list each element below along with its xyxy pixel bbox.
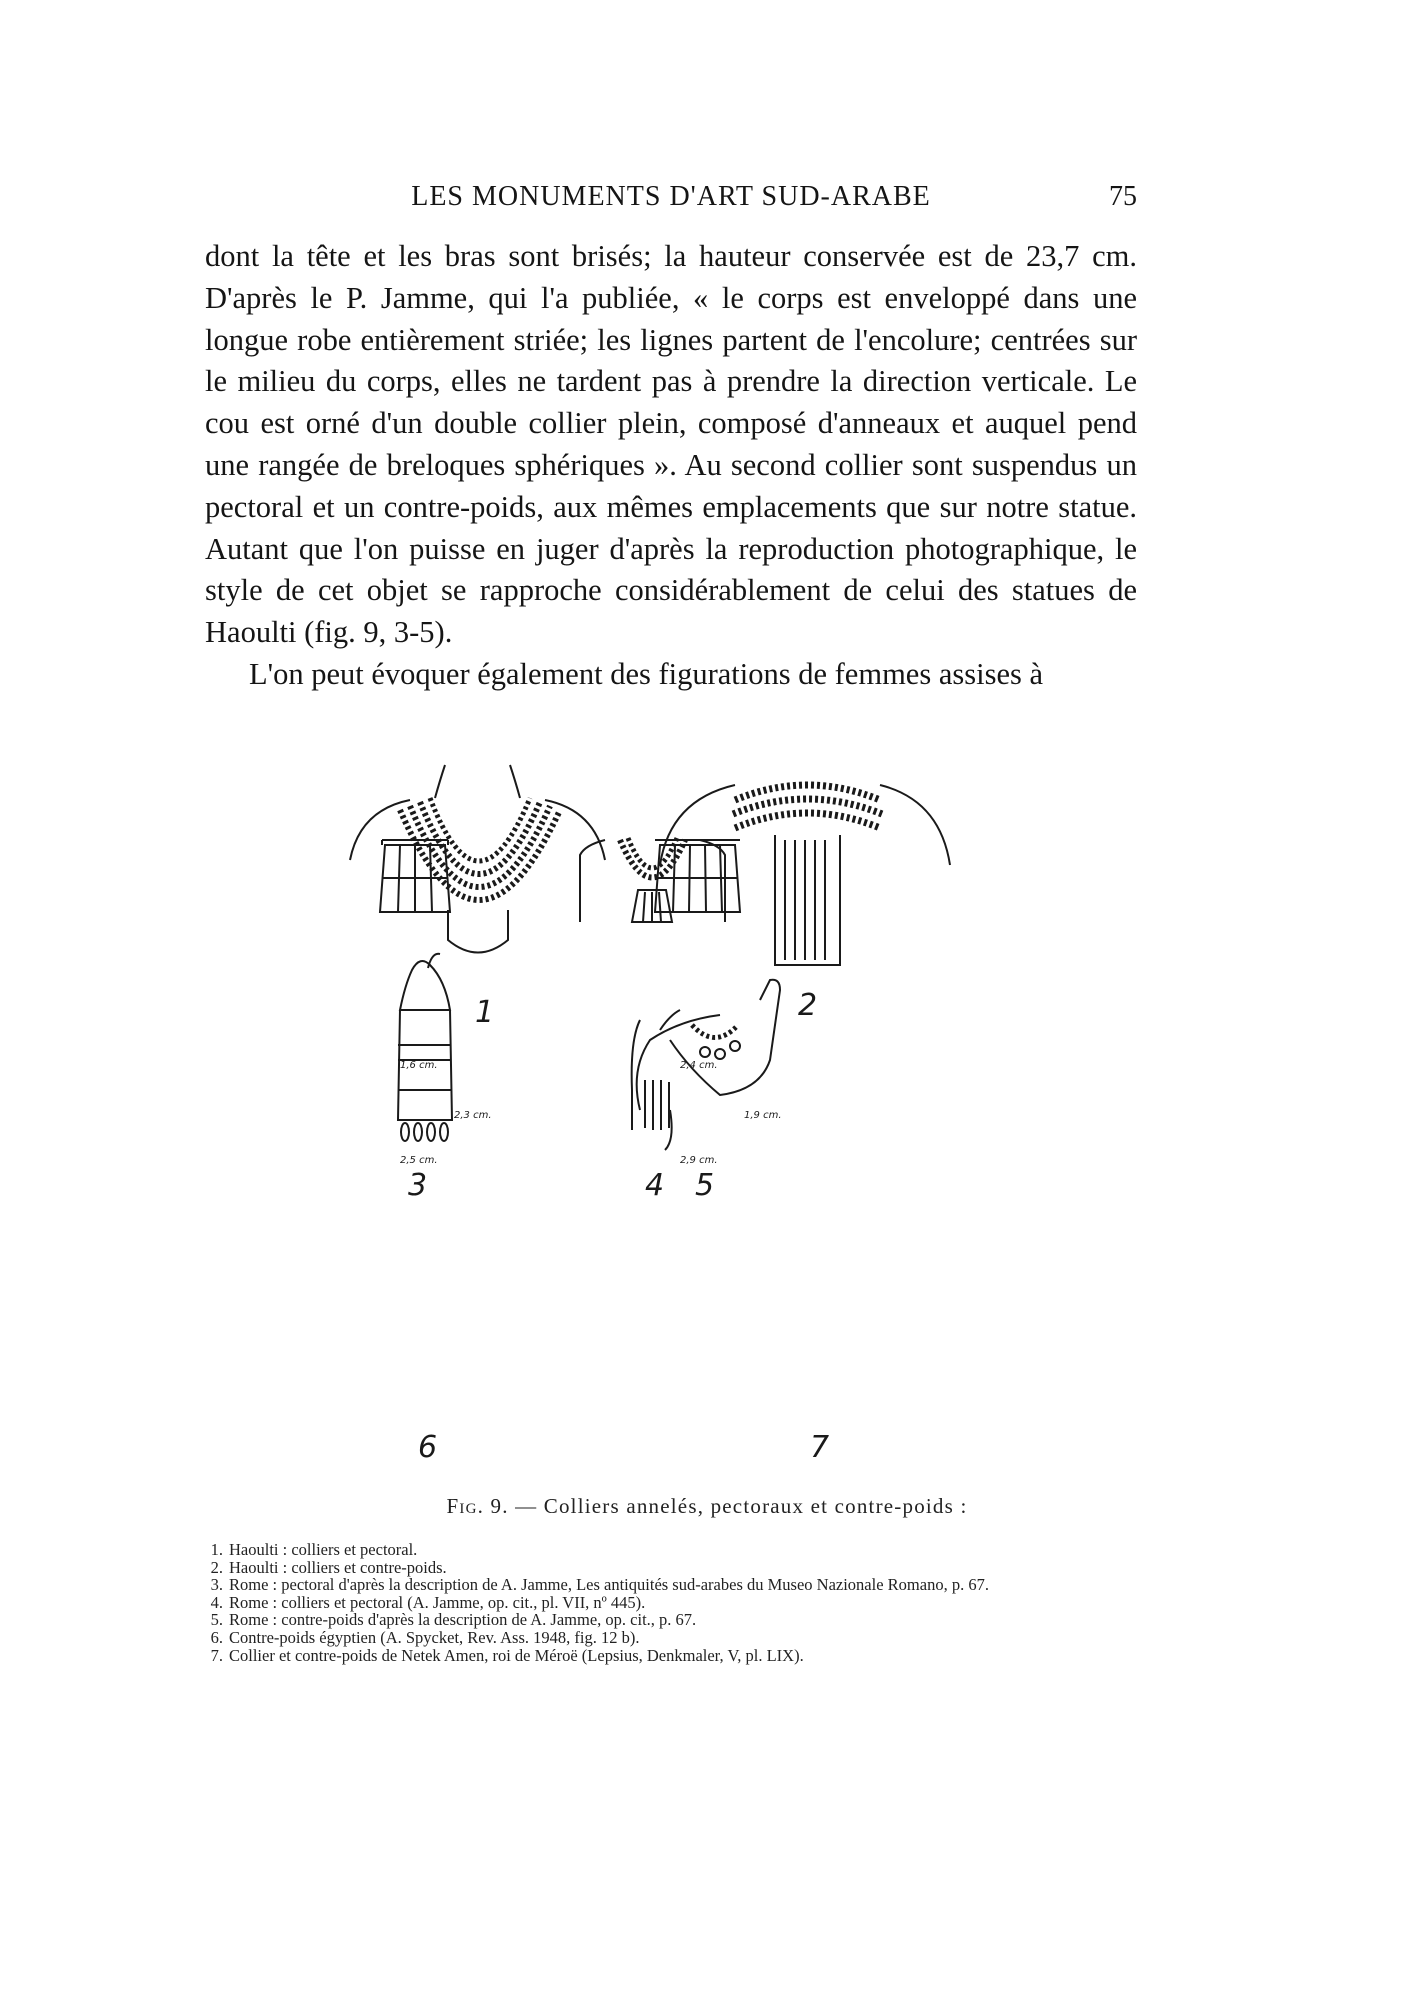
- figure-number: 1: [475, 995, 495, 1030]
- note-number: 4.: [210, 1592, 223, 1612]
- running-title: LES MONUMENTS D'ART SUD-ARABE: [411, 181, 931, 212]
- figure-number: 6: [418, 1430, 438, 1465]
- measure-label: 1,6 cm.: [400, 1060, 438, 1071]
- body-text: [205, 236, 1137, 696]
- note-number: 3.: [210, 1575, 223, 1595]
- note-line: [205, 1611, 1165, 1629]
- note-line: [205, 1647, 1165, 1665]
- note-number: 7.: [210, 1645, 223, 1665]
- note-text: Haoulti : colliers et pectoral.: [229, 1540, 418, 1559]
- figure-number: 4: [645, 1168, 665, 1203]
- drawing-6: [398, 954, 452, 1141]
- measure-label: 1,9 cm.: [744, 1110, 782, 1121]
- note-line: [205, 1629, 1165, 1647]
- figure-number: 3: [408, 1168, 428, 1203]
- paragraph: L'on peut évoquer également des figurations de femmes assises à: [249, 656, 1044, 691]
- drawing-1: [350, 765, 605, 953]
- caption-text: — Colliers annelés, pectoraux et contre-poids :: [515, 1494, 968, 1518]
- note-text: Rome : colliers et pectoral (A. Jamme, op. cit., pl. VII, nº 445).: [229, 1592, 646, 1612]
- note-number: 6.: [210, 1627, 223, 1647]
- caption-label: Fig. 9.: [446, 1494, 509, 1518]
- note-text: Haoulti : colliers et contre-poids.: [229, 1557, 447, 1577]
- note-line: [205, 1576, 1165, 1594]
- figure-caption: [0, 1494, 1414, 1519]
- note-line: [205, 1541, 1165, 1559]
- note-text: Collier et contre-poids de Netek Amen, roi de Méroë (Lepsius, Denkmaler, V, pl. LIX).: [229, 1645, 804, 1665]
- drawing-3: [380, 840, 450, 912]
- measure-label: 2,5 cm.: [400, 1155, 438, 1166]
- figure-notes: [205, 1541, 1165, 1664]
- note-line: [205, 1594, 1165, 1612]
- note-number: 1.: [210, 1540, 223, 1559]
- note-number: 2.: [210, 1557, 223, 1577]
- drawing-2: [660, 785, 950, 965]
- figure-number: 5: [695, 1168, 715, 1203]
- paragraph: dont la tête et les bras sont brisés; la hauteur conservée est de 23,7 cm. D'après le P. Jamme, qui l'a publiée, « le corps est enveloppé dans une longue robe entièrement striée; les lignes partent de l'encolure; centrées sur le milieu du corps, elles ne tardent pas à prendre la direction verticale. Le cou est orné d'un double collier plein, composé d'anneaux et auquel pend une rangée de breloques sphériques ». Au second collier sont suspendus un pectoral et un contre-poids, aux mêmes emplacements que sur notre statue. Autant que l'on puisse en juger d'après la reproduction photographique, le style de cet objet se rapproche considérablement de celui des statues de Haoulti (fig. 9, 3-5).: [205, 239, 1137, 650]
- measure-label: 2,9 cm.: [680, 1155, 718, 1166]
- necklace-drawings: [340, 740, 990, 1480]
- note-text: Rome : pectoral d'après la description de A. Jamme, Les antiquités sud-arabes du Museo Nazionale Romano, p. 67.: [229, 1575, 989, 1595]
- measure-label: 2,4 cm.: [680, 1060, 718, 1071]
- running-header: [205, 181, 1137, 221]
- page-number: 75: [1109, 181, 1137, 212]
- measure-label: 2,3 cm.: [454, 1110, 492, 1121]
- figure-number: 7: [810, 1430, 830, 1465]
- note-line: [205, 1559, 1165, 1577]
- figure-number: 2: [798, 988, 818, 1023]
- note-text: Rome : contre-poids d'après la description de A. Jamme, op. cit., p. 67.: [229, 1610, 697, 1630]
- note-number: 5.: [210, 1610, 223, 1630]
- figure-9: [340, 740, 990, 1480]
- note-text: Contre-poids égyptien (A. Spycket, Rev. Ass. 1948, fig. 12 b).: [229, 1627, 640, 1647]
